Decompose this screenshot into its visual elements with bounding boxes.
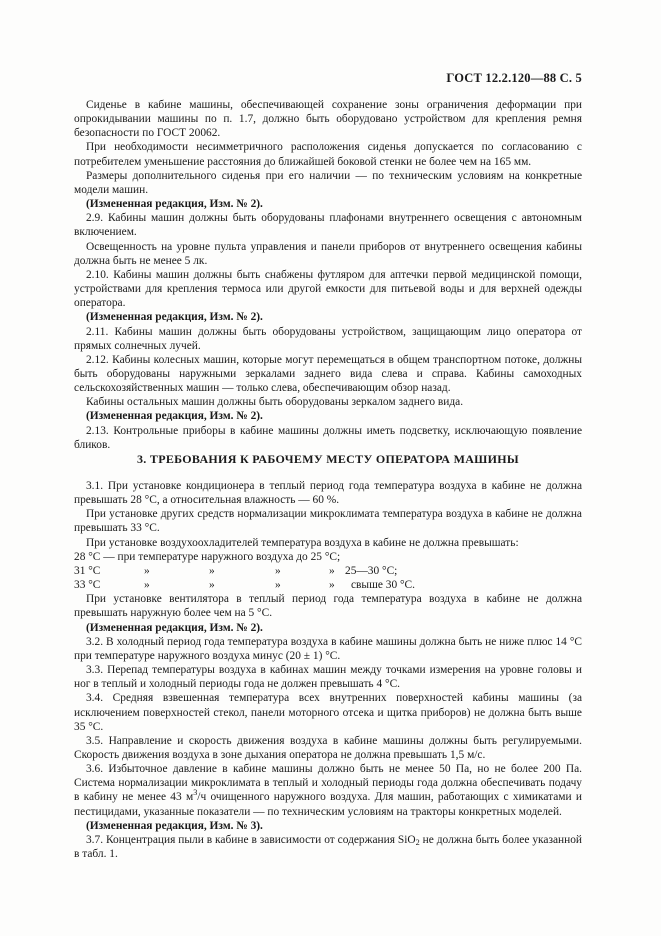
ditto-mark: » [275, 564, 281, 577]
temp-value: 31 °С [74, 564, 101, 577]
page-header: ГОСТ 12.2.120—88 С. 5 [446, 71, 582, 85]
paragraph: 3.2. В холодный период года температура воздуха в кабине машины должна быть не ниже плюс 14 °С при температуре наружного воздуха минус (20 ± 1) °С. [74, 635, 582, 662]
paragraph-3-6: 3.6. Избыточное давление в кабине машины должно быть не менее 50 Па, но не более 200 Па. Система нормализации микроклимата в теплый и холодный периоды года должна обеспечивать подачу в кабину не менее 43 $м^3/ч$ очищенного наружного воздуха. Для машин, работающих с химикатами и пестицидами, указанные показатели — по техническим условиям на тракторы конкретных моделей. [74, 763, 582, 818]
amendment-note: (Измененная редакция, Изм. № 2). [85, 311, 263, 324]
ditto-mark: » [209, 579, 215, 592]
ditto-mark: » [329, 579, 335, 592]
ditto-mark: » [144, 579, 150, 592]
section-3-body [74, 479, 582, 861]
section-title: 3. ТРЕБОВАНИЯ К РАБОЧЕМУ МЕСТУ ОПЕРАТОРА МАШИНЫ [136, 452, 519, 466]
paragraph: 2.10. Кабины машин должны быть снабжены футляром для аптечки первой медицинской помощи, устройствами для крепления термоса или другой емкости для питьевой воды и для верхней одежды оператора. [74, 268, 582, 310]
ditto-mark: » [275, 579, 281, 592]
paragraph: Размеры дополнительного сиденья при его наличии — по техническим условиям на конкретные модели машин. [74, 169, 582, 196]
paragraph: При установке других средств нормализации микроклимата температура воздуха в кабине не должна превышать 33 °С. [74, 508, 582, 535]
paragraph: 2.9. Кабины машин должны быть оборудованы плафонами внутреннего освещения с автономным включением. [74, 212, 582, 239]
section-2-continued [74, 98, 582, 452]
temp-row-1 [74, 550, 582, 564]
section-3-title-wrap [74, 452, 582, 466]
paragraph: 2.11. Кабины машин должны быть оборудованы устройством, защищающим лицо оператора от прямых солнечных лучей. [74, 325, 582, 352]
temp-row-text: 28 °С — при температуре наружного воздуха до 25 °С; [74, 550, 341, 563]
amendment-note: (Измененная редакция, Изм. № 2). [85, 621, 263, 634]
paragraph: 2.13. Контрольные приборы в кабине машины должны иметь подсветку, исключающую появление бликов. [74, 424, 582, 451]
temp-range: свыше 30 °С. [351, 579, 415, 592]
paragraph: При установке вентилятора в теплый период года температура воздуха в кабине не должна превышать наружную более чем на 5 °С. [74, 593, 582, 620]
paragraph: 3.1. При установке кондиционера в теплый период года температура воздуха в кабине не должна превышать 28 °С, а относительная влажность — 60 %. [74, 480, 582, 507]
paragraph: 3.5. Направление и скорость движения воздуха в кабине машины должны быть регулируемыми. Скорость движения воздуха в зоне дыхания оператора не должна превышать 1,5 м/с. [74, 734, 582, 761]
amendment-note: (Измененная редакция, Изм. № 2). [85, 198, 263, 211]
amendment-note: (Измененная редакция, Изм. № 2). [85, 410, 263, 423]
paragraph: Кабины остальных машин должны быть оборудованы зеркалом заднего вида. [85, 396, 464, 409]
ditto-mark: » [209, 564, 215, 577]
temp-value: 33 °С [74, 579, 101, 592]
paragraph: Сиденье в кабине машины, обеспечивающей сохранение зоны ограничения деформации при опрокидывании машины по п. 1.7, должно быть оборудовано устройством для крепления ремня безопасности по ГОСТ 20062. [74, 99, 582, 140]
ditto-mark: » [144, 564, 150, 577]
temp-row-3 [74, 578, 582, 592]
temp-range: 25—30 °С; [345, 564, 398, 577]
ditto-mark: » [329, 564, 335, 577]
amendment-note: (Измененная редакция, Изм. № 3). [85, 819, 263, 832]
temp-row-2 [74, 564, 582, 578]
paragraph-group-3-2 [74, 592, 582, 762]
paragraph: При установке воздухоохладителей температура воздуха в кабине не должна превышать: [85, 536, 519, 549]
paragraph-group-3-1 [74, 479, 582, 550]
paragraph: 3.4. Средняя взвешенная температура всех внутренних поверхностей кабины машины (за исключением поверхностей стекол, панели моторного отсека и щитка приборов) не должна быть выше 35 °С. [74, 692, 582, 733]
paragraph-3-7: 3.7. Концентрация пыли в кабине в зависимости от содержания SiO$_2$ не должна быть более указанной в табл. 1. [74, 833, 583, 861]
paragraph: 2.12. Кабины колесных машин, которые могут перемещаться в общем транспортном потоке, должны быть оборудованы наружными зеркалами заднего вида слева и справа. Кабины самоходных сельскохозяйственных машин — только слева, обеспечивающим обзор назад. [74, 353, 582, 395]
paragraph: 3.3. Перепад температуры воздуха в кабинах машин между точками измерения на уровне головы и ног в теплый и холодный периоды года не должен превышать 4 °С. [74, 664, 582, 691]
paragraph: Освещенность на уровне пульта управления и панели приборов от внутреннего освещения кабины должна быть не менее 5 лк. [74, 240, 582, 267]
paragraph: При необходимости несимметричного расположения сиденья допускается по согласованию с потребителем уменьшение расстояния до ближайшей боковой стенки не более чем на 165 мм. [74, 141, 582, 168]
